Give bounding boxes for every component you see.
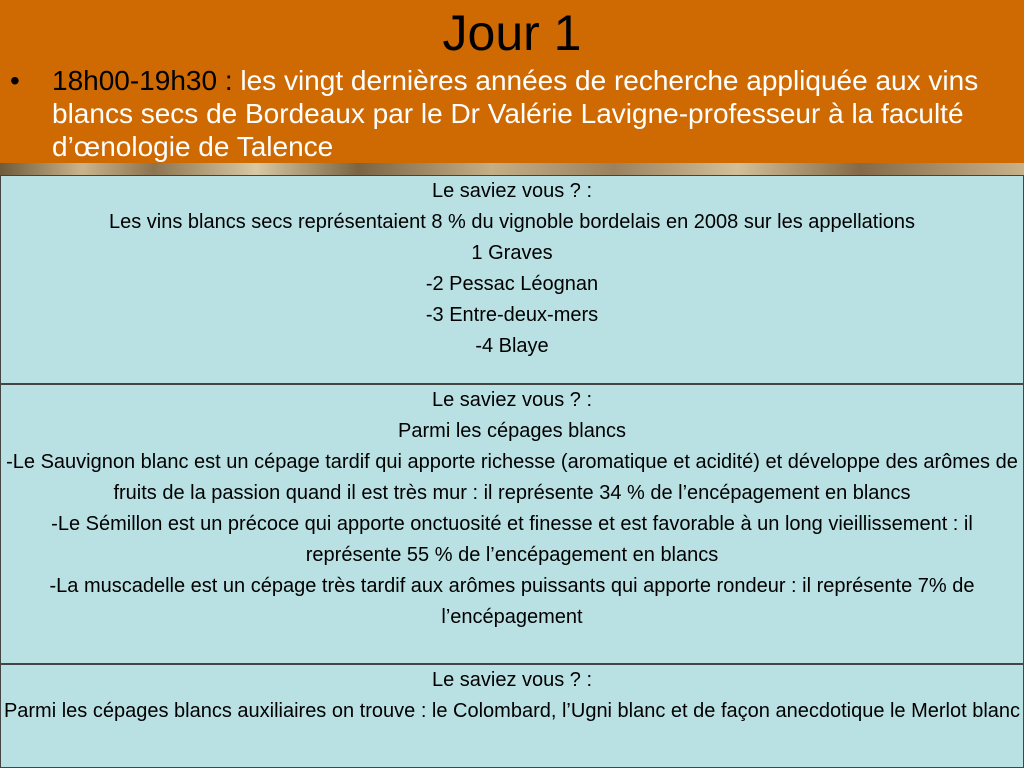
box-line: -La muscadelle est un cépage très tardif aux arômes puissants qui apporte rondeur : il représente 7% de l’encépagement <box>49 575 975 628</box>
box-line: Le saviez vous ? : <box>431 389 593 411</box>
box-line: -Le Sauvignon blanc est un cépage tardif qui apporte richesse (aromatique et acidité) et développe des arômes de fruits de la passion quand il est très mur : il représente 34 % de l’encépagement en blancs <box>6 451 1018 504</box>
background-photo <box>0 163 1024 175</box>
box-line: Les vins blancs secs représentaient 8 % du vignoble bordelais en 2008 sur les appellations <box>108 211 916 233</box>
session-time: 18h00-19h30 : <box>52 65 233 96</box>
bullet-icon: • <box>10 65 20 96</box>
box-line: Le saviez vous ? : <box>431 180 593 202</box>
session-bullet <box>10 64 1010 163</box>
box-line: Parmi les cépages blancs auxiliaires on trouve : le Colombard, l’Ugni blanc et de façon anecdotique le Merlot blanc <box>3 700 1021 722</box>
info-box-auxiliaires <box>0 664 1024 768</box>
box-line: -4 Blaye <box>475 335 549 357</box>
info-box-cepages <box>0 384 1024 664</box>
session-description: les vingt dernières années de recherche appliquée aux vins blancs secs de Bordeaux par le Dr Valérie Lavigne-professeur à la faculté d’œnologie de Talence <box>52 65 979 162</box>
box-line: -2 Pessac Léognan <box>425 273 599 295</box>
box-line: Le saviez vous ? : <box>431 669 593 691</box>
slide-title: Jour 1 <box>442 5 582 61</box>
info-box-appellations <box>0 175 1024 384</box>
session-text <box>52 64 1010 163</box>
box-line: -Le Sémillon est un précoce qui apporte onctuosité et finesse et est favorable à un long vieillissement : il représente 55 % de l’encépagement en blancs <box>51 513 973 566</box>
box-line: Parmi les cépages blancs <box>398 420 626 442</box>
header-banner <box>0 0 1024 163</box>
box-line: 1 Graves <box>471 242 553 264</box>
box-line: -3 Entre-deux-mers <box>425 304 599 326</box>
